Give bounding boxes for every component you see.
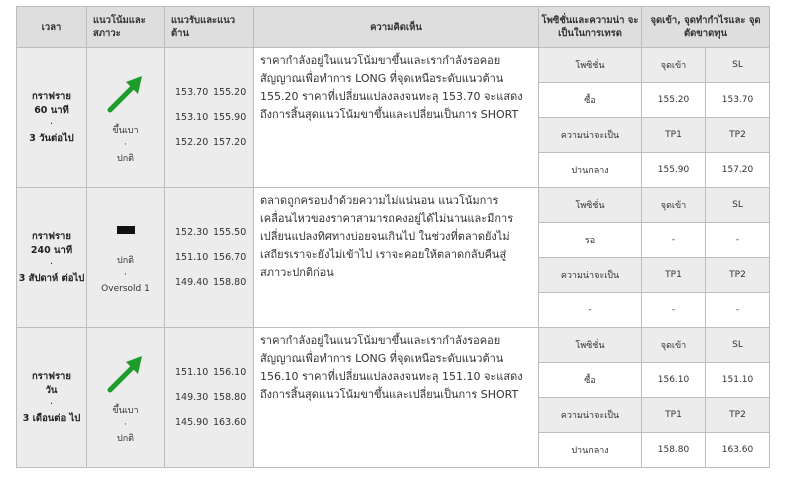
- support-value: 149.40: [175, 277, 209, 288]
- entry-value: -: [642, 223, 706, 258]
- position-label: โพซิชั่น: [539, 188, 642, 223]
- level-pair: [165, 137, 253, 148]
- level-pair: [165, 367, 253, 378]
- entry-label: จุดเข้า: [642, 48, 706, 83]
- trend-cell: [87, 188, 165, 328]
- entry-value: 155.20: [642, 83, 706, 118]
- level-pair: [165, 252, 253, 263]
- support-value: 151.10: [175, 252, 209, 263]
- resistance-value: 156.70: [213, 252, 247, 263]
- header-entry: จุดเข้า, จุดทำกำไรและ จุดตัดขาดทุน: [642, 7, 770, 48]
- table-row: [17, 328, 770, 363]
- resistance-value: 157.20: [213, 137, 247, 148]
- timeframe-line2: 240 นาที: [30, 244, 73, 256]
- timeframe-cell: [17, 188, 87, 328]
- timeframe-line1: กราฟราย: [32, 90, 71, 102]
- level-pair: [165, 417, 253, 428]
- comment-cell: ราคากำลังอยู่ในแนวโน้มขาขึ้นและเรากำลังรอคอยสัญญาณเพื่อทำการ LONG ที่จุดเหนือระดับแนวต้าน 156.10 ราคาที่เปลี่ยนแปลงลงจนทะลุ 151.10 จะแสดงถึงการสิ้นสุดแนวโน้มขาขึ้นและเปลี่ยนเป็นการ SHORT: [254, 328, 539, 468]
- position-value: ซื้อ: [539, 83, 642, 118]
- probability-label: ความน่าจะเป็น: [539, 258, 642, 293]
- level-pair: [165, 87, 253, 98]
- tp2-label: TP2: [706, 398, 770, 433]
- timeframe-line2: 60 นาที: [34, 104, 69, 116]
- support-value: 152.30: [175, 227, 209, 238]
- tp1-value: 155.90: [642, 153, 706, 188]
- probability-label: ความน่าจะเป็น: [539, 118, 642, 153]
- probability-value: ปานกลาง: [539, 433, 642, 468]
- tp2-label: TP2: [706, 118, 770, 153]
- sl-value: -: [706, 223, 770, 258]
- analysis-table: [16, 6, 770, 468]
- levels-cell: [165, 48, 254, 188]
- levels-cell: [165, 188, 254, 328]
- resistance-value: 158.80: [213, 277, 247, 288]
- support-value: 152.20: [175, 137, 209, 148]
- header-trend: แนวโน้มและ สภาวะ: [87, 7, 165, 48]
- entry-label: จุดเข้า: [642, 328, 706, 363]
- support-value: 145.90: [175, 417, 209, 428]
- level-pair: [165, 392, 253, 403]
- header-time: เวลา: [17, 7, 87, 48]
- trend-cell: [87, 328, 165, 468]
- timeframe-line1: กราฟราย: [32, 370, 71, 382]
- timeframe-cell: [17, 328, 87, 468]
- trend-label: ปกติ: [116, 255, 134, 266]
- trend-label: ขึ้นเบา: [112, 405, 139, 416]
- trend-label: ขึ้นเบา: [112, 125, 139, 136]
- condition-label: ปกติ: [116, 433, 134, 444]
- timeframe-line1: กราฟราย: [32, 230, 71, 242]
- sl-label: SL: [706, 328, 770, 363]
- resistance-value: 158.80: [213, 392, 247, 403]
- support-value: 151.10: [175, 367, 209, 378]
- level-pair: [165, 227, 253, 238]
- trend-dot: ·: [124, 139, 127, 150]
- condition-label: Oversold 1: [101, 283, 150, 294]
- tp1-value: 158.80: [642, 433, 706, 468]
- position-value: รอ: [539, 223, 642, 258]
- trend-dot: ·: [124, 419, 127, 430]
- position-label: โพซิชั่น: [539, 328, 642, 363]
- timeframe-horizon: 3 สัปดาห์ ต่อไป: [18, 272, 85, 284]
- header-comment: ความคิดเห็น: [254, 7, 539, 48]
- sl-value: 151.10: [706, 363, 770, 398]
- support-value: 153.10: [175, 112, 209, 123]
- level-pair: [165, 112, 253, 123]
- header-row: [17, 7, 770, 48]
- table-row: [17, 48, 770, 83]
- sl-value: 153.70: [706, 83, 770, 118]
- timeframe-cell: [17, 48, 87, 188]
- level-pair: [165, 277, 253, 288]
- timeframe-line2: วัน: [45, 384, 58, 396]
- tp1-label: TP1: [642, 258, 706, 293]
- sl-label: SL: [706, 188, 770, 223]
- entry-label: จุดเข้า: [642, 188, 706, 223]
- header-position: โพซิชั่นและความน่า จะเป็นในการเทรด: [539, 7, 642, 48]
- tp2-label: TP2: [706, 258, 770, 293]
- resistance-value: 156.10: [213, 367, 247, 378]
- tp1-label: TP1: [642, 118, 706, 153]
- entry-value: 156.10: [642, 363, 706, 398]
- tp1-value: -: [642, 293, 706, 328]
- tp2-value: 163.60: [706, 433, 770, 468]
- header-levels: แนวรับและแนว ต้าน: [165, 7, 254, 48]
- tp1-label: TP1: [642, 398, 706, 433]
- up-arrow-icon: [106, 354, 146, 394]
- timeframe-dot: ·: [49, 258, 54, 270]
- resistance-value: 155.50: [213, 227, 247, 238]
- probability-label: ความน่าจะเป็น: [539, 398, 642, 433]
- resistance-value: 155.90: [213, 112, 247, 123]
- timeframe-horizon: 3 เดือนต่อ ไป: [22, 412, 81, 424]
- timeframe-dot: ·: [49, 398, 54, 410]
- trend-cell: [87, 48, 165, 188]
- position-label: โพซิชั่น: [539, 48, 642, 83]
- table-row: [17, 188, 770, 223]
- probability-value: ปานกลาง: [539, 153, 642, 188]
- flat-dash-icon: [117, 226, 135, 234]
- support-value: 149.30: [175, 392, 209, 403]
- trend-dot: ·: [124, 269, 127, 280]
- sl-label: SL: [706, 48, 770, 83]
- condition-label: ปกติ: [116, 153, 134, 164]
- support-value: 153.70: [175, 87, 209, 98]
- tp2-value: 157.20: [706, 153, 770, 188]
- resistance-value: 155.20: [213, 87, 247, 98]
- tp2-value: -: [706, 293, 770, 328]
- levels-cell: [165, 328, 254, 468]
- comment-cell: ตลาดถูกครอบงำด้วยความไม่แน่นอน แนวโน้มการเคลื่อนไหวของราคาสามารถคงอยู่ได้ไม่นานและมีการเปลี่ยนแปลงทิศทางบ่อยจนเกินไป ในช่วงที่ตลาดยังไม่เสถียรเราจะยังไม่เข้าไป เราจะคอยให้ตลาดกลับคืนสู่สภาวะปกติก่อน: [254, 188, 539, 328]
- position-value: ซื้อ: [539, 363, 642, 398]
- comment-cell: ราคากำลังอยู่ในแนวโน้มขาขึ้นและเรากำลังรอคอยสัญญาณเพื่อทำการ LONG ที่จุดเหนือระดับแนวต้าน 155.20 ราคาที่เปลี่ยนแปลงลงจนทะลุ 153.70 จะแสดงถึงการสิ้นสุดแนวโน้มขาขึ้นและเปลี่ยนเป็นการ SHORT: [254, 48, 539, 188]
- resistance-value: 163.60: [213, 417, 247, 428]
- timeframe-horizon: 3 วันต่อไป: [29, 132, 74, 144]
- probability-value: -: [539, 293, 642, 328]
- up-arrow-icon: [106, 74, 146, 114]
- timeframe-dot: ·: [49, 118, 54, 130]
